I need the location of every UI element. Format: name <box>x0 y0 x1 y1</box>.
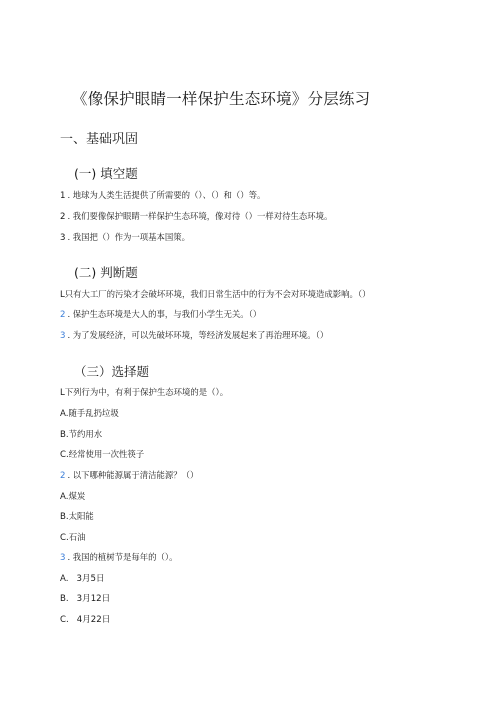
option-label: B. <box>60 512 69 522</box>
answer-option <box>60 572 105 585</box>
option-text: 4月22日 <box>76 615 111 625</box>
answer-option <box>60 510 94 523</box>
answer-option <box>60 490 85 503</box>
question-item <box>60 231 190 244</box>
option-label: A. <box>60 574 69 584</box>
option-text: 节约用水 <box>68 429 103 439</box>
question-item <box>60 288 370 301</box>
subsection-heading-multiple-choice: （三）选择题 <box>74 364 150 379</box>
question-number: L <box>60 290 65 300</box>
question-text: . 我国把（）作为一项基本国策。 <box>67 232 191 242</box>
option-label: A. <box>60 492 69 502</box>
option-text: 3月12日 <box>76 594 111 604</box>
option-text: 经常使用一次性筷子 <box>68 449 145 459</box>
option-label: B. <box>60 594 69 604</box>
answer-option <box>60 428 102 441</box>
question-text: . 我国的植树节是每年的（）。 <box>67 552 178 562</box>
question-item <box>60 308 261 321</box>
option-label: A. <box>60 409 69 419</box>
question-text: . 地球为人类生活提供了所需要的（）、（）和（）等。 <box>67 190 266 200</box>
answer-option <box>60 407 119 420</box>
question-item <box>60 469 198 482</box>
question-text: . 以下哪种能源属于清洁能源？（） <box>67 470 199 480</box>
question-text: . 为了发展经济，可以先破坏环境，等经济发展起来了再治理环境。（） <box>67 330 329 340</box>
answer-option <box>60 613 110 626</box>
question-item <box>60 189 265 202</box>
question-number: 2 <box>60 212 66 222</box>
option-label: C. <box>60 533 69 543</box>
answer-option <box>60 531 85 544</box>
question-number: 1 <box>60 191 66 201</box>
question-number: L <box>60 388 65 398</box>
question-number: 3 <box>60 553 66 563</box>
question-item <box>60 551 177 564</box>
subsection-heading-true-false: (二) 判断题 <box>74 265 138 280</box>
option-text: 3月5日 <box>76 574 105 584</box>
question-item <box>60 210 332 223</box>
page-title: 《像保护眼睛一样保护生态环境》分层练习 <box>72 90 371 108</box>
option-label: C. <box>60 615 69 625</box>
question-text: . 我们要像保护眼睛一样保护生态环境，像对待（）一样对待生态环境。 <box>67 211 333 221</box>
option-label: B. <box>60 430 69 440</box>
option-label: C. <box>60 450 69 460</box>
subsection-heading-fill-blank: (一) 填空题 <box>74 166 138 181</box>
question-text: 只有大工厂的污染才会破坏环境，我们日常生活中的行为不会对环境造成影响。（） <box>64 289 371 299</box>
option-text: 石油 <box>68 532 86 542</box>
section-heading-basics: 一、基础巩固 <box>60 132 139 147</box>
answer-option <box>60 448 144 461</box>
answer-option <box>60 592 110 605</box>
question-number: 3 <box>60 331 66 341</box>
question-number: 2 <box>60 471 66 481</box>
question-text: 下列行为中，有利于保护生态环境的是（）。 <box>64 387 229 397</box>
question-text: . 保护生态环境是大人的事，与我们小学生无关。（） <box>67 309 262 319</box>
option-text: 煤炭 <box>68 491 86 501</box>
question-item <box>60 329 328 342</box>
option-text: 随手乱扔垃圾 <box>68 408 119 418</box>
question-number: 2 <box>60 310 66 320</box>
question-item <box>60 386 228 399</box>
question-number: 3 <box>60 233 66 243</box>
option-text: 太阳能 <box>68 511 94 521</box>
